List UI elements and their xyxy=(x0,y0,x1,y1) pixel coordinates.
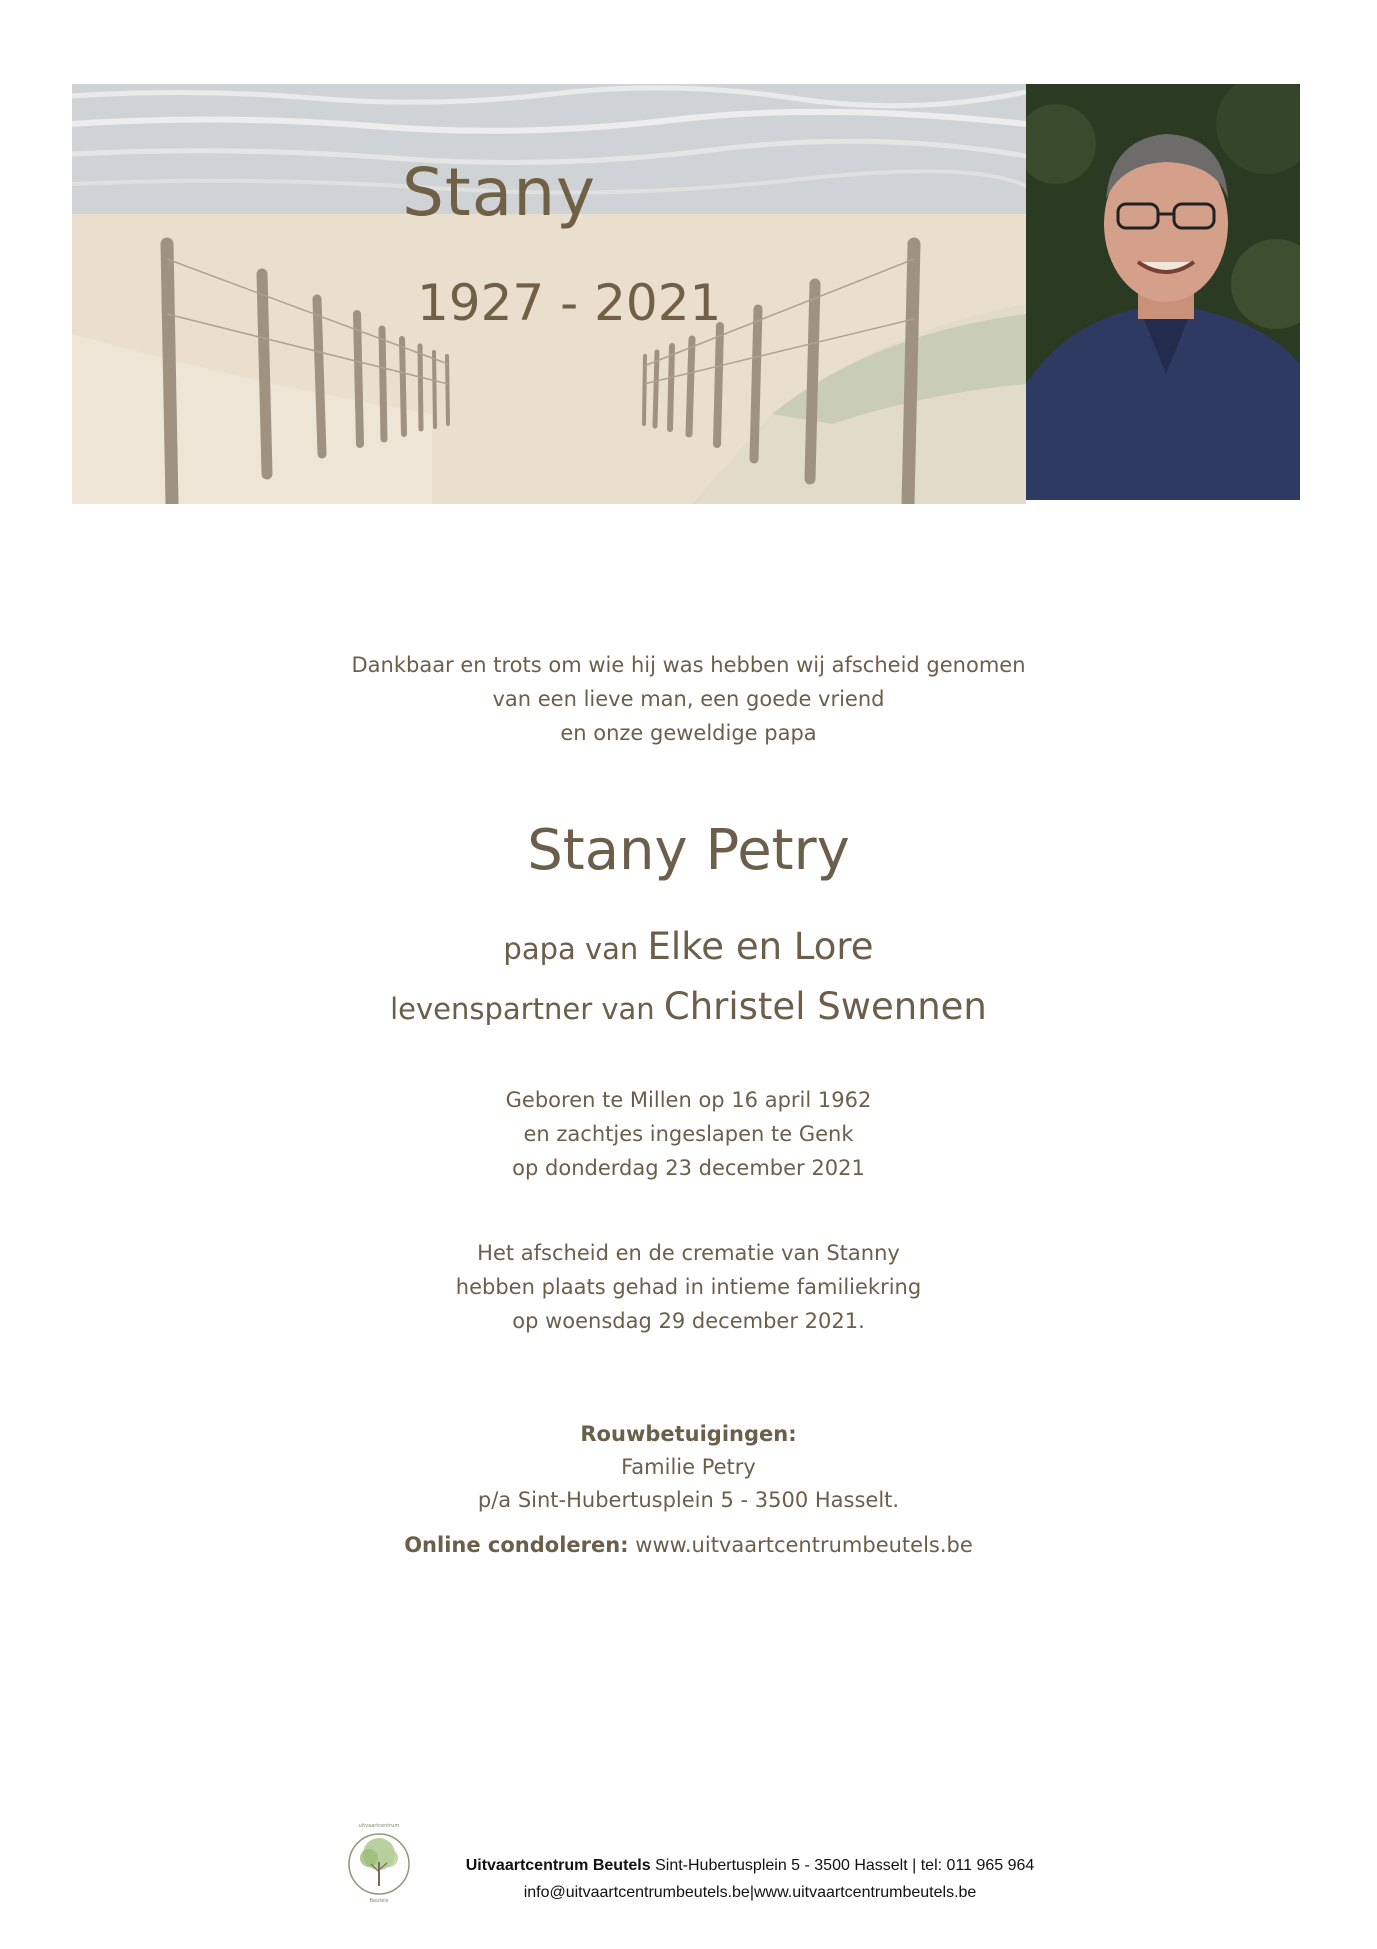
condolences-address: p/a Sint-Hubertusplein 5 - 3500 Hasselt. xyxy=(477,1488,900,1512)
banner-years: 1927 - 2021 xyxy=(417,274,722,332)
farewell-line-1: Het afscheid en de crematie van Stanny xyxy=(477,1241,900,1265)
farewell-line-3: op woensdag 29 december 2021. xyxy=(512,1309,865,1333)
tree-logo-icon xyxy=(345,1818,413,1904)
condolences-block xyxy=(0,1418,1377,1517)
relation-partner-name: Christel Swennen xyxy=(663,985,987,1028)
born-line-3: op donderdag 23 december 2021 xyxy=(512,1156,865,1180)
intro-line-1: Dankbaar en trots om wie hij was hebben wij afscheid genomen xyxy=(351,653,1026,677)
birth-death-text xyxy=(0,1083,1377,1185)
relation-children-names: Elke en Lore xyxy=(647,925,874,968)
footer-line-1 xyxy=(430,1852,1070,1879)
banner-name: Stany xyxy=(402,154,597,231)
beach-banner xyxy=(72,84,1026,504)
footer-company: Uitvaartcentrum Beutels xyxy=(465,1857,651,1874)
farewell-text xyxy=(0,1236,1377,1338)
relation-partner-prefix: levenspartner van xyxy=(390,992,655,1026)
funeral-home-logo xyxy=(345,1818,413,1904)
online-condolences-link[interactable]: www.uitvaartcentrumbeutels.be xyxy=(635,1533,973,1557)
condolences-heading: Rouwbetuigingen: xyxy=(580,1422,797,1446)
intro-line-3: en onze geweldige papa xyxy=(560,721,817,745)
footer-address: Sint-Hubertusplein 5 - 3500 Hasselt | tel: 011 965 964 xyxy=(655,1857,1035,1874)
relation-children-prefix: papa van xyxy=(503,932,639,966)
farewell-line-2: hebben plaats gehad in intieme familiekring xyxy=(455,1275,922,1299)
portrait-image xyxy=(1026,84,1300,500)
born-line-2: en zachtjes ingeslapen te Genk xyxy=(523,1122,854,1146)
condolences-family: Familie Petry xyxy=(621,1455,756,1479)
born-line-1: Geboren te Millen op 16 april 1962 xyxy=(505,1088,872,1112)
relation-children xyxy=(0,918,1377,978)
online-condolences xyxy=(0,1533,1377,1557)
intro-line-2: van een lieve man, een goede vriend xyxy=(492,687,885,711)
relation-partner xyxy=(0,978,1377,1038)
footer-contact-links[interactable]: info@uitvaartcentrumbeutels.be|www.uitvaartcentrumbeutels.be xyxy=(523,1884,977,1901)
logo-top-text: uitvaartcentrum xyxy=(358,1823,400,1829)
portrait-photo xyxy=(1026,84,1300,500)
footer-contact xyxy=(430,1852,1070,1906)
online-condolences-label: Online condoleren: xyxy=(404,1533,629,1557)
deceased-full-name: Stany Petry xyxy=(527,818,850,883)
logo-bottom-text: Beutels xyxy=(369,1898,389,1904)
intro-text xyxy=(0,648,1377,750)
